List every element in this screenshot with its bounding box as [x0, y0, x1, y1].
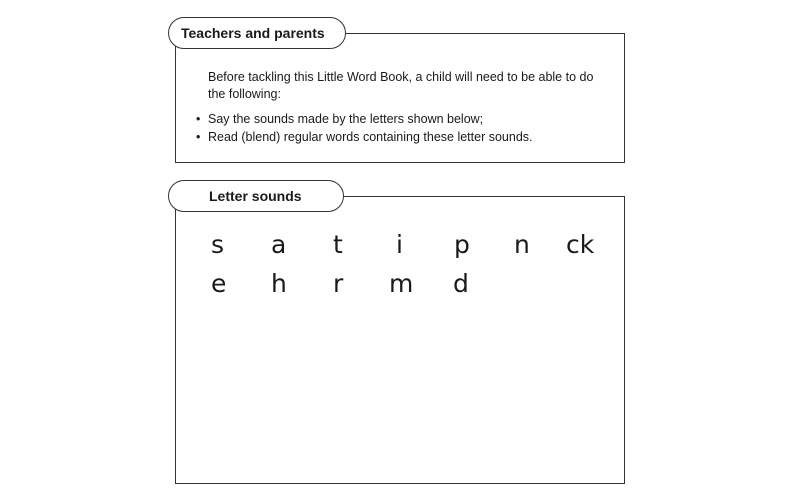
intro-text: Before tackling this Little Word Book, a child will need to be able to do the following:	[208, 70, 594, 101]
list-item	[196, 110, 533, 128]
letter-p: p	[454, 230, 470, 259]
letter-n: n	[514, 230, 530, 259]
teachers-parents-heading: Teachers and parents	[168, 17, 346, 49]
bullet-icon: •	[196, 130, 201, 144]
letter-r: r	[333, 269, 344, 298]
letter-m: m	[389, 269, 414, 298]
letter-e: e	[211, 269, 227, 298]
letter-h: h	[271, 269, 287, 298]
letter-i: i	[396, 230, 403, 259]
list-item	[196, 128, 533, 146]
letter-ck: ck	[566, 230, 595, 259]
list-item-text: Read (blend) regular words containing these letter sounds.	[208, 130, 533, 144]
letter-s: s	[211, 230, 225, 259]
requirements-list	[196, 110, 533, 146]
list-item-text: Say the sounds made by the letters shown below;	[208, 112, 484, 126]
letter-t: t	[333, 230, 343, 259]
bullet-icon: •	[196, 112, 201, 126]
letter-sounds-heading: Letter sounds	[168, 180, 344, 212]
letter-d: d	[453, 269, 469, 298]
letter-a: a	[271, 230, 287, 259]
